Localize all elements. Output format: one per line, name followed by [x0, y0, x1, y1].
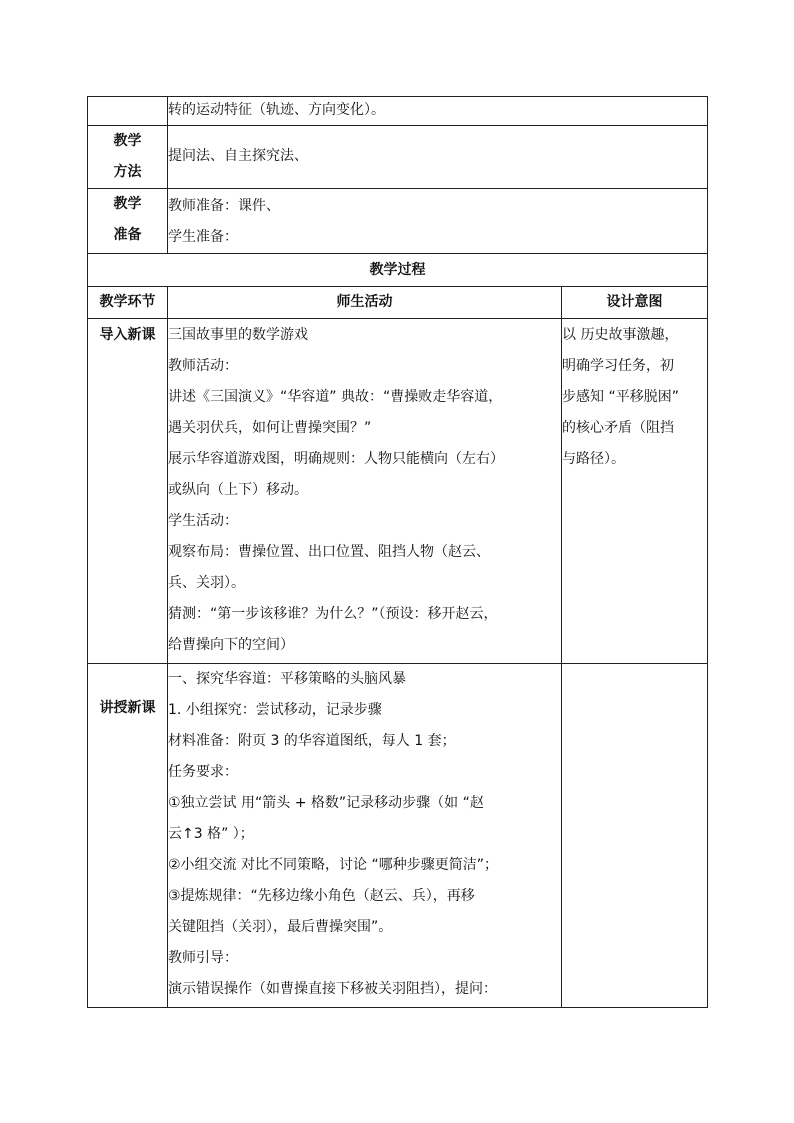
intro-line: 展示华容道游戏图，明确规则：人物只能横向（左右） [168, 451, 504, 467]
prep-label-cell [88, 189, 168, 254]
intent-line: 步感知 “平移脱困” [562, 389, 679, 405]
process-title: 教学过程 [88, 254, 708, 287]
process-title-row [88, 254, 708, 287]
header-intent: 设计意图 [562, 287, 708, 319]
prep-student: 学生准备： [168, 229, 238, 245]
intro-line: 教师活动： [168, 358, 238, 374]
lecture-intent-cell [562, 664, 708, 1008]
lecture-line: ②小组交流 对比不同策略，讨论 “哪种步骤更简洁”； [168, 857, 498, 873]
method-label-cell [88, 126, 168, 189]
lesson-plan-table [87, 96, 708, 1008]
lecture-line: 1. 小组探究：尝试移动，记录步骤 [168, 702, 382, 718]
intro-line: 给曹操向下的空间） [168, 637, 294, 653]
intent-line: 与路径）。 [562, 451, 625, 467]
method-content: 提问法、自主探究法、 [168, 148, 308, 164]
lecture-line: ③提炼规律：“先移边缘小角色（赵云、兵），再移 [168, 888, 475, 904]
prep-label-line-2: 准备 [113, 227, 142, 243]
intro-line: 讲述《三国演义》“华容道” 典故：“曹操败走华容道， [168, 389, 503, 405]
lecture-activity-cell [168, 664, 562, 1008]
prep-row [88, 189, 708, 254]
intro-stage: 导入新课 [88, 319, 168, 664]
intro-line: 学生活动： [168, 513, 238, 529]
intent-line: 以 历史故事激趣， [562, 327, 679, 343]
lecture-line: 关键阻挡（关羽），最后曹操突围”。 [168, 919, 393, 935]
prep-content-cell [168, 189, 708, 254]
header-stage: 教学环节 [88, 287, 168, 319]
lecture-line: 任务要求： [168, 764, 238, 780]
continuation-text: 转的运动特征（轨迹、方向变化）。 [168, 102, 385, 118]
intro-line: 猜测：“第一步该移谁？为什么？”（预设：移开赵云， [168, 606, 498, 622]
continuation-text-cell [168, 97, 708, 126]
intro-line: 观察布局：曹操位置、出口位置、阻挡人物（赵云、 [168, 544, 490, 560]
intro-line: 兵、关羽）。 [168, 575, 245, 591]
intro-intent-cell [562, 319, 708, 664]
intro-row [88, 319, 708, 664]
header-activity: 师生活动 [168, 287, 562, 319]
lecture-line: ①独立尝试 用“箭头 + 格数”记录移动步骤（如 “赵 [168, 795, 484, 811]
lecture-line: 演示错误操作（如曹操直接下移被关羽阻挡），提问： [168, 981, 497, 997]
method-label-line-1: 教学 [113, 133, 142, 149]
method-content-cell [168, 126, 708, 189]
lecture-stage: 讲授新课 [88, 664, 168, 1008]
intro-activity-cell [168, 319, 562, 664]
continuation-row [88, 97, 708, 126]
lecture-line: 云↑3 格” ）； [168, 826, 254, 842]
lecture-line: 材料准备：附页 3 的华容道图纸，每人 1 套； [168, 733, 456, 749]
intro-line: 或纵向（上下）移动。 [168, 482, 308, 498]
prep-teacher: 教师准备：课件、 [168, 198, 280, 214]
lecture-row [88, 664, 708, 1008]
intent-line: 明确学习任务，初 [562, 358, 674, 374]
intro-line: 三国故事里的数学游戏 [168, 327, 308, 343]
method-row [88, 126, 708, 189]
lecture-line: 教师引导： [168, 950, 238, 966]
intro-line: 遇关羽伏兵，如何让曹操突围？” [168, 420, 372, 436]
lecture-line: 一、探究华容道：平移策略的头脑风暴 [168, 671, 406, 687]
header-row [88, 287, 708, 319]
continuation-label-cell [88, 97, 168, 126]
method-label-line-2: 方法 [113, 164, 142, 180]
prep-label-line-1: 教学 [113, 196, 142, 212]
intent-line: 的核心矛盾（阻挡 [562, 420, 674, 436]
